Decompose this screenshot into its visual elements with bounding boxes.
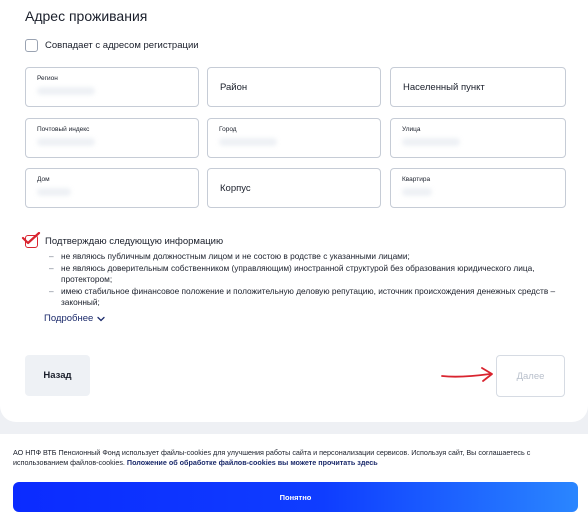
house-value-redacted xyxy=(37,188,71,196)
region-label: Регион xyxy=(37,75,58,82)
confirm-list xyxy=(49,251,569,309)
more-link[interactable] xyxy=(44,313,105,324)
city-field[interactable] xyxy=(207,118,381,158)
street-field[interactable] xyxy=(390,118,566,158)
building-placeholder: Корпус xyxy=(220,183,251,194)
cookie-policy-link[interactable]: Положение об обработке файлов-cookies вы можете прочитать здесь xyxy=(126,458,378,467)
confirm-item: – не являюсь публичным должностным лицом и не состою в родстве с указанными лицами; xyxy=(49,251,410,261)
cookie-notice: АО НПФ ВТБ Пенсионный Фонд использует файлы-cookies для улучшения работы сайта и персонализации сервисов. Используя сайт, Вы соглашаетесь с использованием файлов-cookies. xyxy=(13,448,531,467)
postal-code-value-redacted xyxy=(37,138,95,146)
same-address-label: Совпадает с адресом регистрации xyxy=(45,40,199,51)
confirm-item: – имею стабильное финансовое положение и положительную деловую репутацию, источник происхождения денежных средств – законный; xyxy=(49,286,556,307)
region-value-redacted xyxy=(37,87,95,95)
region-field[interactable] xyxy=(25,67,199,107)
street-label: Улица xyxy=(402,126,421,133)
apartment-field[interactable] xyxy=(390,168,566,208)
house-field[interactable] xyxy=(25,168,199,208)
cookie-banner xyxy=(0,434,588,527)
more-label: Подробнее xyxy=(44,313,94,324)
back-button[interactable]: Назад xyxy=(25,355,90,396)
cookie-text xyxy=(13,448,573,468)
apartment-value-redacted xyxy=(402,188,432,196)
red-arrow-annotation-icon xyxy=(440,366,496,384)
settlement-placeholder: Населенный пункт xyxy=(403,82,485,93)
chevron-down-icon xyxy=(97,316,105,322)
settlement-field[interactable] xyxy=(390,67,566,107)
postal-code-field[interactable] xyxy=(25,118,199,158)
city-label: Город xyxy=(219,126,237,133)
house-label: Дом xyxy=(37,176,50,183)
cookie-accept-button[interactable]: Понятно xyxy=(13,482,578,512)
postal-code-label: Почтовый индекс xyxy=(37,126,90,133)
same-address-checkbox[interactable] xyxy=(25,39,38,52)
city-value-redacted xyxy=(219,138,277,146)
confirm-item: – не являюсь доверительным собственником (управляющим) иностранной структурой без образования юридического лица, протектором; xyxy=(49,263,535,284)
red-check-icon xyxy=(21,232,41,246)
district-field[interactable] xyxy=(207,67,381,107)
street-value-redacted xyxy=(402,138,460,146)
district-placeholder: Район xyxy=(220,82,248,93)
building-field[interactable] xyxy=(207,168,381,208)
next-button[interactable]: Далее xyxy=(496,355,565,397)
section-title: Адрес проживания xyxy=(25,8,148,24)
confirm-title: Подтверждаю следующую информацию xyxy=(45,236,224,247)
apartment-label: Квартира xyxy=(402,176,431,183)
